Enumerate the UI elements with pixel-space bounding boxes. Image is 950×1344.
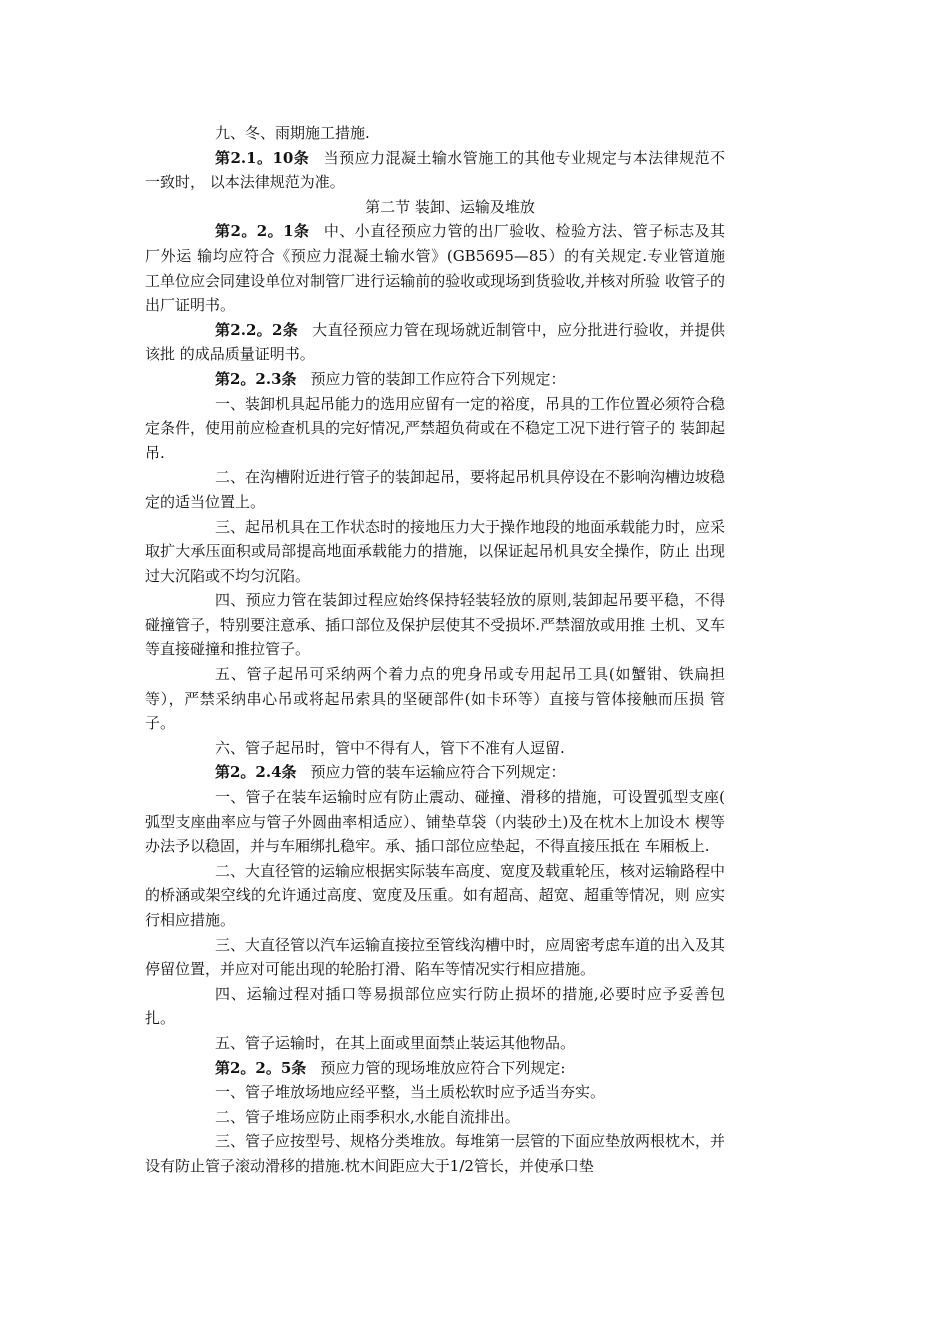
- article-2-2-4: 第2。2.4条 预应力管的装车运输应符合下列规定：: [215, 763, 566, 782]
- article-label: 第2。2。1条: [215, 222, 310, 241]
- article-2-2-5: 第2。2。5条 预应力管的现场堆放应符合下列规定:: [215, 1058, 566, 1077]
- article-2-2-3: 第2。2.3条 预应力管的装卸工作应符合下列规定：: [215, 369, 566, 388]
- section-title: 第二节 装卸、运输及堆放: [365, 197, 535, 216]
- list-item: 五、管子运输时，在其上面或里面禁止装运其他物品。: [215, 1033, 576, 1052]
- list-item: 二、在沟槽附近进行管子的装卸起吊，要将起吊机具停设在不影响沟槽边坡稳 定的适当位置上。: [145, 468, 726, 511]
- document-body: [145, 121, 725, 1179]
- list-item: 四、运输过程对插口等易损部位应实行防止损坏的措施,必要时应予妥善包 扎。: [145, 984, 725, 1028]
- list-item: 二、大直径管的运输应根据实际装车高度、宽度及载重轮压，核对运输路程中 的桥涵或架空线的允许通过高度、宽度及压重。如有超高、超宽、超重等情况，则 应实行相应措施。: [145, 861, 726, 929]
- article-label: 第2。2。5条: [215, 1058, 307, 1077]
- list-item: 一、管子在装车运输时应有防止震动、碰撞、滑移的措施，可设置弧型支座( 弧型支座曲率应与管子外圆曲率相适应）、铺垫草袋（内装砂土)及在枕木上加设木 楔等办法予以稳固，并与车厢绑扎稳牢。承、插口部位应垫起，不得直接压抵在 车厢板上.: [145, 788, 725, 856]
- list-item: 六、管子起吊时，管中不得有人，管下不准有人逗留.: [215, 738, 565, 757]
- article-label: 第2。2.3条: [215, 369, 297, 388]
- list-item: 三、管子应按型号、规格分类堆放。每堆第一层管的下面应垫放两根枕木，并 设有防止管子滚动滑移的措施.枕木间距应大于1/2管长，并使承口垫: [145, 1132, 726, 1175]
- article-2-1-10: 第2.1。10条 当预应力混凝土输水管施工的其他专业规定与本法律规范不一致时， 以本法律规范为准。: [145, 148, 725, 192]
- list-item: 四、预应力管在装卸过程应始终保持轻装轻放的原则,装卸起吊要平稳，不得 碰撞管子，特别要注意承、插口部位及保护层使其不受损坏.严禁溜放或用推 土机、叉车等直接碰撞和推拉管子。: [145, 591, 725, 659]
- article-2-2-1: 第2。2。1条 中、小直径预应力管的出厂验收、检验方法、管子标志及其厂外运 输均应符合《预应力混凝土输水管》(GB5695—85）的有关规定.专业管道施 工单位应会同建设单位对制管厂进行运输前的验收或现场到货验收,并核对所验 收管子的出厂证明书。: [145, 222, 725, 315]
- list-item: 一、管子堆放场地应经平整，当土质松软时应予适当夯实。: [215, 1083, 606, 1102]
- list-item: 五、管子起吊可采纳两个着力点的兜身吊或专用起吊工具(如蟹钳、铁扁担 等），严禁采纳串心吊或将起吊索具的坚硬部件(如卡环等）直接与管体接触而压损 管子。: [145, 665, 725, 733]
- list-item: 三、大直径管以汽车运输直接拉至管线沟槽中时，应周密考虑车道的出入及其 停留位置，并应对可能出现的轮胎打滑、陷车等情况实行相应措施。: [145, 935, 726, 979]
- article-label: 第2。2.4条: [215, 763, 297, 782]
- article-2-2-2: 第2.2。2条 大直径预应力管在现场就近制管中，应分批进行验收，并提供该批 的成品质量证明书。: [145, 320, 725, 364]
- article-label: 第2.2。2条: [215, 320, 299, 339]
- list-item: 一、装卸机具起吊能力的选用应留有一定的裕度，吊具的工作位置必须符合稳 定条件，使用前应检查机具的完好情况,严禁超负荷或在不稳定工况下进行管子的 装卸起吊.: [145, 394, 726, 462]
- list-item: 三、起吊机具在工作状态时的接地压力大于操作地段的地面承载能力时，应采 取扩大承压面积或局部提高地面承载能力的措施，以保证起吊机具安全操作，防止 出现过大沉陷或不均匀沉陷。: [145, 517, 726, 585]
- article-label: 第2.1。10条: [215, 148, 310, 167]
- paragraph-item-9: 九、冬、雨期施工措施.: [215, 124, 370, 142]
- list-item: 二、管子堆场应防止雨季积水,水能自流排出。: [215, 1107, 520, 1126]
